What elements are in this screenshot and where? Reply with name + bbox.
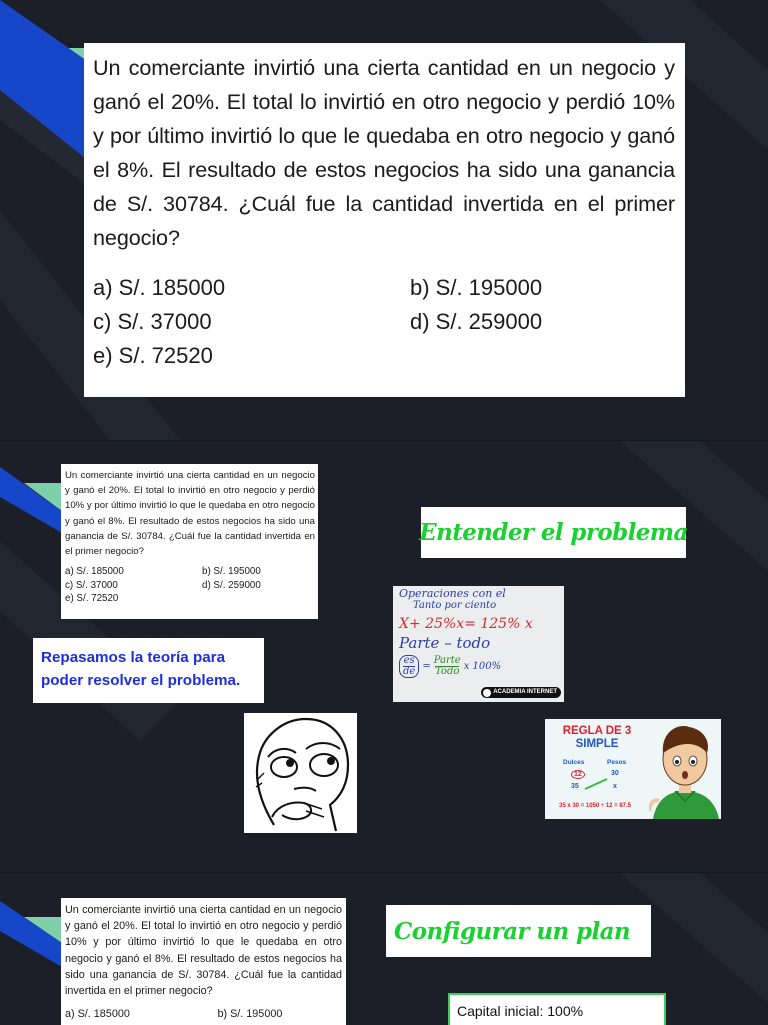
option-b: b) S/. 195000 [217, 1008, 283, 1021]
problem-question: Un comerciante invirtió una cierta cantidad en un negocio y ganó el 20%. El total lo invirtió en otro negocio y perdió 10% y por último invirtió lo que le quedaba en otro negocio y ganó el 8%. El resultado de estos negocios ha sido una ganancia de S/. 30784. ¿Cuál fue la cantidad invertida en el primer negocio? [93, 55, 675, 250]
board-parte-todo: Parte – todo [399, 634, 491, 652]
parte-text: Parte [433, 655, 461, 666]
answer-options [93, 271, 675, 373]
problem-question: Un comerciante invirtió una cierta cantidad en un negocio y ganó el 20%. El total lo invirtió en otro negocio y perdió 10% y por último invirtió lo que le quedaba en otro negocio y ganó el 8%. El resultado de estos negocios ha sido una ganancia de S/. 30784. ¿Cuál fue la cantidad invertida en el primer negocio? [65, 470, 315, 558]
es-de-fraction [399, 655, 419, 678]
step-label-box [421, 507, 686, 558]
es-text: es [403, 655, 415, 666]
slide-2 [0, 440, 768, 873]
slide-1 [0, 0, 768, 440]
problem-card-large [84, 43, 685, 397]
x100-text: x 100% [463, 661, 502, 672]
step-label-box [386, 905, 651, 957]
de-text: de [403, 666, 416, 677]
option-d: d) S/. 259000 [410, 309, 543, 334]
board-title-1: Operaciones con el [399, 587, 506, 600]
regla-c: 35 [571, 783, 579, 790]
option-a: a) S/. 185000 [65, 566, 124, 578]
board-title-2: Tanto por ciento [413, 600, 497, 611]
option-b: b) S/. 195000 [202, 566, 261, 578]
todo-text: Todo [435, 666, 460, 677]
regla-title-2: SIMPLE [575, 738, 619, 750]
regla-arrow-icon [583, 777, 609, 791]
slide-3 [0, 872, 768, 1025]
step-label: Entender el problema [419, 519, 688, 546]
boy-character-icon [649, 721, 721, 819]
regla-d: x [613, 783, 617, 790]
regla-col-pesos: Pesos [607, 759, 627, 766]
option-d: d) S/. 259000 [202, 579, 261, 591]
regla-result: 35 x 30 = 1050 ÷ 12 = 87.5 [559, 803, 632, 809]
parte-todo-fraction [434, 656, 461, 677]
problem-card-small [61, 464, 318, 619]
problem-question: Un comerciante invirtió una cierta cantidad en un negocio y ganó el 20%. El total lo invirtió en otro negocio y perdió 10% y por último invirtió lo que le quedaba en otro negocio y ganó el 8%. El resultado de estos negocios ha sido una ganancia de S/. 30784. ¿Cuál fue la cantidad invertida en el primer negocio? [65, 904, 342, 998]
option-a: a) S/. 185000 [65, 1008, 130, 1021]
board-fraction: $\frac{es}{de}$ = Parte Todo x 100% [399, 655, 558, 678]
regla-b: 30 [611, 770, 619, 777]
option-e: e) S/. 72520 [93, 343, 213, 368]
percent-operations-image [393, 586, 564, 702]
answer-options [65, 565, 315, 606]
option-b: b) S/. 195000 [410, 275, 543, 300]
problem-card-medium [61, 898, 346, 1025]
option-a: a) S/. 185000 [93, 275, 226, 300]
option-e: e) S/. 72520 [65, 593, 119, 605]
step-label: Configurar un plan [394, 917, 631, 945]
regla-a: 12 [571, 770, 585, 779]
capital-inicial-box: Capital inicial: 100% [448, 993, 666, 1025]
theory-note: Repasamos la teoría para poder resolver el problema. [33, 638, 264, 703]
board-equation: X+ 25%x= 125% x [399, 616, 533, 632]
regla-col-dulces: Dulces [563, 759, 585, 766]
regla-title-1: REGLA DE 3 [562, 725, 632, 737]
option-c: c) S/. 37000 [65, 579, 118, 591]
option-c: c) S/. 37000 [93, 309, 212, 334]
academia-badge: ACADEMIA INTERNET [481, 687, 561, 698]
rule-of-three-image [545, 719, 721, 819]
answer-options [65, 1007, 342, 1021]
thinking-face-icon [244, 713, 357, 833]
